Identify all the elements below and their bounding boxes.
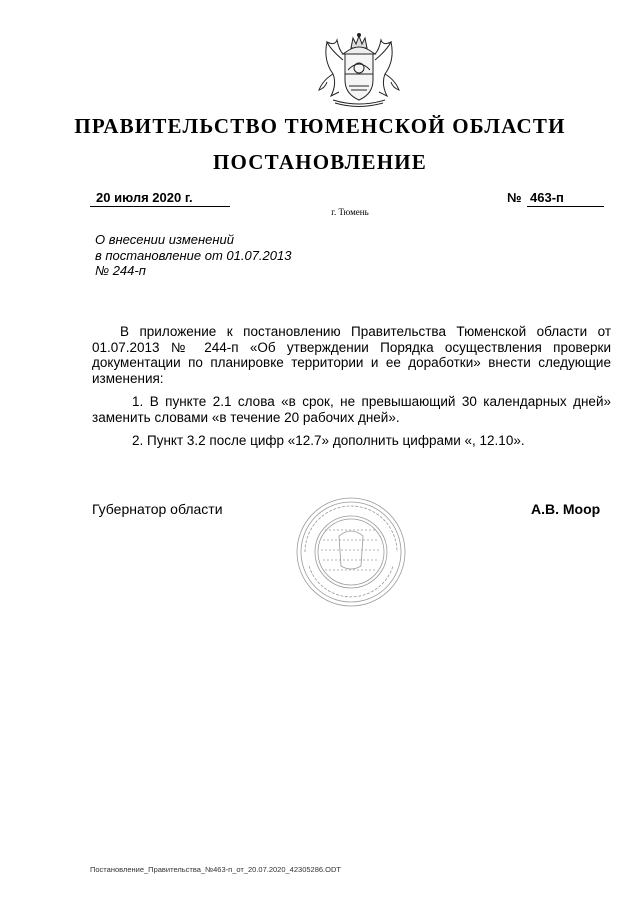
city-label: г. Тюмень bbox=[331, 207, 369, 217]
document-type-title: ПОСТАНОВЛЕНИЕ bbox=[212, 150, 428, 174]
body-paragraph-item-2: 2. Пункт 3.2 после цифр «12.7» дополнить цифрами «, 12.10». bbox=[132, 433, 525, 448]
body-paragraph-intro: В приложение к постановлению Правительства Тюменской области от 01.07.2013 № 244-п «Об утверждении Порядка осуществления проверки документации по планировке территории и ее доработки» внести следующие изменения: bbox=[92, 324, 611, 386]
official-seal-stamp bbox=[295, 496, 407, 608]
coat-of-arms-icon bbox=[313, 30, 405, 110]
signatory-position: Губернатор области bbox=[92, 501, 223, 517]
subject-line: № 244-п bbox=[95, 263, 146, 278]
subject-line: О внесении изменений bbox=[95, 232, 234, 247]
number-label: № bbox=[507, 190, 522, 205]
footer-filename: Постановление_Правительства_№463-п_от_20.07.2020_42305286.ODT bbox=[90, 865, 341, 874]
signatory-name: А.В. Моор bbox=[531, 501, 601, 517]
organization-title: ПРАВИТЕЛЬСТВО ТЮМЕНСКОЙ ОБЛАСТИ bbox=[74, 114, 566, 138]
subject-line: в постановление от 01.07.2013 bbox=[95, 247, 292, 263]
document-subject bbox=[95, 232, 291, 279]
document-date: 20 июля 2020 г. bbox=[96, 190, 193, 205]
document-body bbox=[92, 324, 611, 449]
body-paragraph-item-1: 1. В пункте 2.1 слова «в срок, не превышающий 30 календарных дней» заменить словами «в течение 20 рабочих дней». bbox=[92, 394, 611, 425]
document-number: 463-п bbox=[530, 190, 564, 205]
